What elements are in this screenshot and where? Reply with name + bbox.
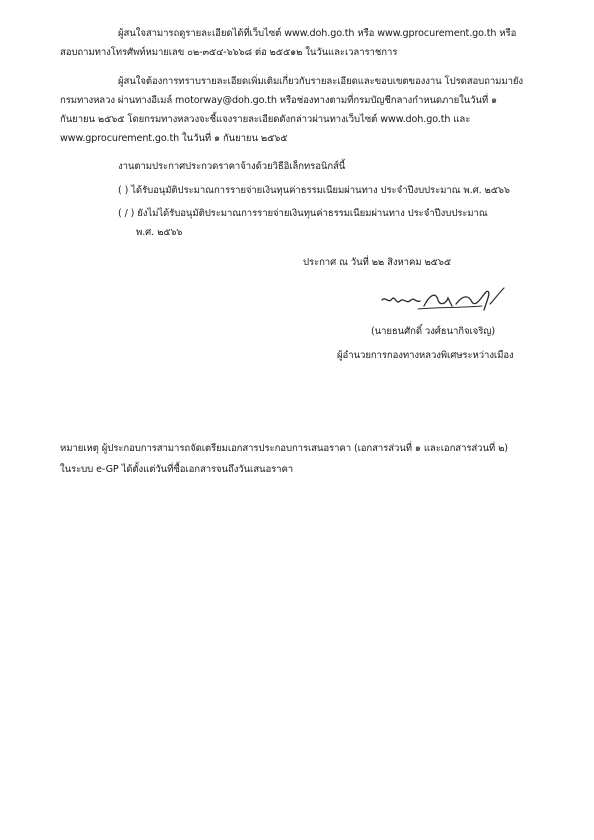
paragraph-2-line-1: ผู้สนใจต้องการทราบรายละเอียดเพิ่มเติมเกี่ยวกับรายละเอียดและขอบเขตของงาน โปรดสอบถามมายัง bbox=[118, 76, 523, 87]
remark-line-1: หมายเหตุ ผู้ประกอบการสามารถจัดเตรียมเอกสารประกอบการเสนอราคา (เอกสารส่วนที่ ๑ และเอกสารส่วนที่ ๒) bbox=[60, 443, 508, 454]
signatory-name: (นายธนศักดิ์ วงศ์ธนากิจเจริญ) bbox=[371, 326, 495, 337]
signatory-position: ผู้อำนวยการกองทางหลวงพิเศษระหว่างเมือง bbox=[337, 350, 514, 361]
option-1: ( ) ได้รับอนุมัติประมาณการรายจ่ายเงินทุนค่าธรรมเนียมผ่านทาง ประจำปีงบประมาณ พ.ศ. ๒๕๖๖ bbox=[118, 185, 510, 196]
remark-line-2: ในระบบ e-GP ได้ตั้งแต่วันที่ซื้อเอกสารจนถึงวันเสนอราคา bbox=[60, 464, 294, 475]
announcement-date: ประกาศ ณ วันที่ ๒๒ สิงหาคม ๒๕๖๕ bbox=[303, 257, 451, 268]
paragraph-2-line-2: กรมทางหลวง ผ่านทางอีเมล์ motorway@doh.go.th หรือช่องทางตามที่กรมบัญชีกลางกำหนดภายในวันที่ ๑ bbox=[60, 95, 498, 106]
paragraph-3: งานตามประกาศประกวดราคาจ้างด้วยวิธีอิเล็กทรอนิกส์นี้ bbox=[118, 161, 346, 172]
option-2-line-1: ( / ) ยังไม่ได้รับอนุมัติประมาณการรายจ่ายเงินทุนค่าธรรมเนียมผ่านทาง ประจำปีงบประมาณ bbox=[118, 208, 488, 219]
paragraph-2-line-4: www.gprocurement.go.th ในวันที่ ๑ กันยายน ๒๕๖๕ bbox=[60, 133, 288, 144]
signature-image bbox=[378, 286, 508, 314]
option-2-line-2: พ.ศ. ๒๕๖๖ bbox=[136, 227, 183, 238]
paragraph-2-line-3: กันยายน ๒๕๖๕ โดยกรมทางหลวงจะชี้แจงรายละเอียดดังกล่าวผ่านทางเว็บไซต์ www.doh.go.th และ bbox=[60, 114, 471, 125]
paragraph-1-line-1: ผู้สนใจสามารถดูรายละเอียดได้ที่เว็บไซต์ www.doh.go.th หรือ www.gprocurement.go.th หรือ bbox=[118, 28, 517, 39]
paragraph-1-line-2: สอบถามทางโทรศัพท์หมายเลข ๐๒-๓๕๔-๖๖๖๘ ต่อ ๒๕๕๑๒ ในวันและเวลาราชการ bbox=[60, 47, 398, 58]
